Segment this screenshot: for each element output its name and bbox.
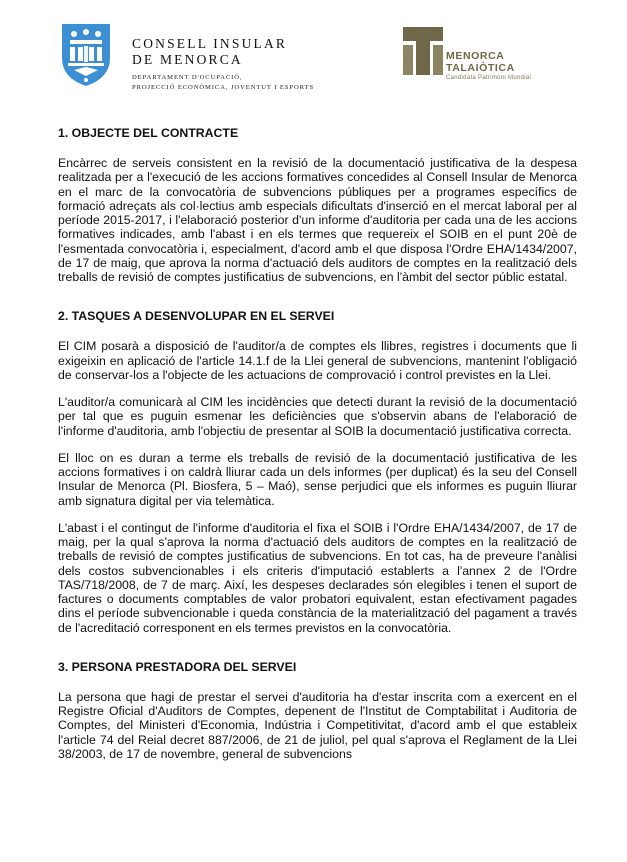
cim-dept-line2: PROJECCIÓ ECONÒMICA, JOVENTUT I ESPORTS	[132, 83, 315, 91]
section-2-paragraph-1: El CIM posarà a disposició de l'auditor/a de comptes els llibres, registres i documents que li exigeixin en aplicació de l'article 14.1.f de la Llei general de subvencions, mantenint l'obligació de conservar-los a l'objecte de les actuacions de comprovació i control previstes en la Llei.	[58, 339, 577, 382]
section-3-title: 3. PERSONA PRESTADORA DEL SERVEI	[58, 659, 297, 674]
section-1-paragraph-1: Encàrrec de serveis consistent en la revisió de la documentació justificativa de la despesa realitzada per a l'execució de les accions formatives concedides al Consell Insular de Menorca en el marc de la convocatòria de subvencions públiques per a programes específics de formació adreçats als col·lectius amb especials dificultats d'inserció en el mercat laboral per al període 2015-2017, i l'elaboració posterior d'un informe d'auditoria per cada una de les accions formatives indicades, amb l'abast i en els termes que requereix el SOIB en el punt 20è de l'esmentada convocatòria i, especialment, d'acord amb el que disposa l'Ordre EHA/1434/2007, de 17 de maig, que aprova la norma d'actuació dels auditors de comptes en la realització dels treballs de revisió de comptes justificatius de subvencions, en l'àmbit del sector públic estatal.	[58, 156, 577, 284]
section-2-paragraph-3: El lloc on es duran a terme els treballs de revisió de la documentació justificativa de les accions formatives i on caldrà lliurar cada un dels informes (per duplicat) és la seu del Consell Insular de Menorca (Pl. Biosfera, 5 – Maó), sense perjudici que els informes es puguin lliurar amb signatura digital per via telemàtica.	[58, 450, 577, 508]
cim-name-block	[132, 36, 314, 92]
document-body	[58, 126, 577, 761]
section-2-paragraph-2: L'auditor/a comunicarà al CIM les incidències que detecti durant la revisió de la documentació per tal que es puguin esmenar les deficiències que s'observin abans de l'elaboració de l'informe d'auditoria, amb l'objectiu de presentar al SOIB la documentació justificativa correcta.	[58, 395, 577, 438]
section-2-paragraph-4: L'abast i el contingut de l'informe d'auditoria el fixa el SOIB i l'Ordre EHA/1434/2007, de 17 de maig, per la qual s'aprova la norma d'actuació dels auditors de comptes en la realització de treballs de revisió de comptes justificatius de subvencions. En tot cas, ha de preveure l'anàlisi dels costos subvencionables i els criteris d'imputació establerts a l'annex 2 de l'Ordre TAS/718/2008, de 7 de març. Així, les despeses declarades són elegibles i tenen el suport de factures o documents comptables de valor probatori equivalent, estan efectivament pagades dins el període subvencionable i queda constància de la materialització del pagament a través de l'acreditació corresponent en els termes previstos en la convocatòria.	[58, 520, 577, 635]
cim-name-line1: CONSELL INSULAR	[132, 36, 288, 51]
mt-subtitle: Candidata Patrimoni Mundial	[446, 75, 532, 81]
cim-coat-of-arms-logo	[56, 20, 116, 88]
section-2-title: 2. TASQUES A DESENVOLUPAR EN EL SERVEI	[58, 309, 335, 324]
mt-line2: TALAIÒTICA	[446, 61, 515, 74]
menorca-talaiotica-text	[446, 51, 531, 81]
section-3-paragraph-1: La persona que hagi de prestar el servei d'auditoria ha d'estar inscrita com a exercent en el Registre Oficial d'Auditors de Comptes, depenent de l'Institut de Comptabilitat i Auditoria de Comptes, del Ministeri d'Economia, Indústria i Competitivitat, d'acord amb el que estableix l'article 74 del Reial decret 887/2006, de 21 de juliol, pel qual s'aprova el Reglament de la Llei 38/2003, de 17 de novembre, general de subvencions	[58, 689, 577, 761]
cim-dept-line1: DEPARTAMENT D'OCUPACIÓ,	[132, 74, 243, 81]
menorca-talaiotica-logo	[403, 27, 443, 75]
section-1-title: 1. OBJECTE DEL CONTRACTE	[58, 126, 239, 140]
page-header	[0, 0, 627, 110]
mt-line1: MENORCA	[446, 50, 505, 62]
cim-name-line2: DE MENORCA	[132, 52, 243, 67]
